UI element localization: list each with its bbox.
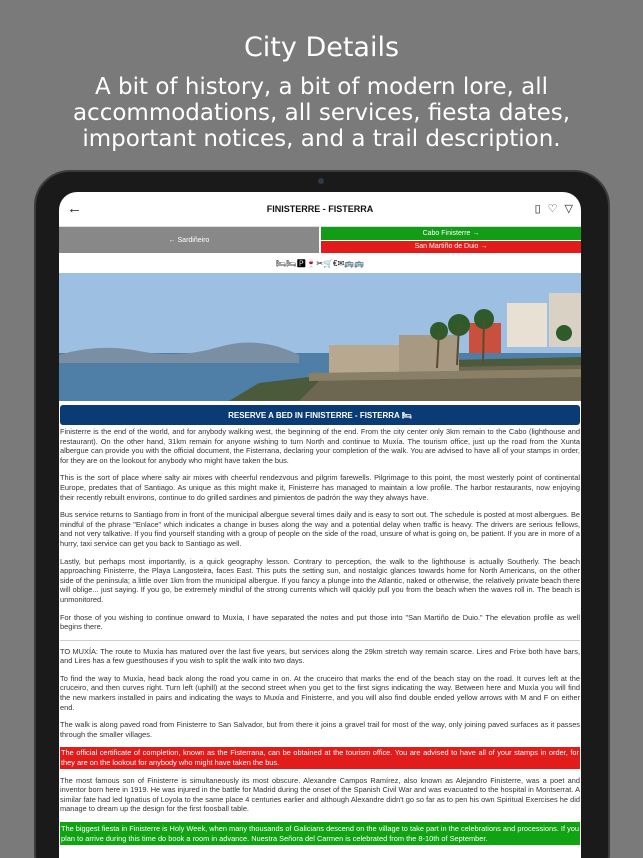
promo-subtitle: A bit of history, a bit of modern lore, all accommodations, all services, fiesta dates, important notices, and a trail description. [72,74,571,152]
description-paragraph: Finisterre is the end of the world, and for anybody walking west, the beginning of the end. From the city center only 3km remain to the Cabo (lighthouse and restaurant). On the other hand, 31km remain for anyone wishing to turn North and continue to Muxía. The tourism office, just up the road from the Xunta albergue can provide you with the official document, the Fisterrana, declaring your completion of the walk. You are advised to have all of your stamps in order, for they are on the lookout for anybody who might have taken the bus. [60,427,580,465]
description-paragraph: For those of you wishing to continue onward to Muxía, I have separated the notes and put those into "San Martiño de Duio." The elevation profile as well begins there. [60,612,580,632]
service-icons-row: 🛏🛏🅿🍷✂🛒€✉🚌🚌 [275,258,365,268]
description-paragraph: Bus service returns to Santiago from in front of the municipal albergue several times daily and is easy to sort out. The schedule is posted at most albergues. Be mindful of the phrase "Enlace" which indicates a change in buses along the way and a potential delay when traffic is heavy. The drivers are serious fellows, and not very talkative. If you find yourself standing with a group of people on the side of the road, unsure of what is going on, be patient. If you are in more of a hurry, taxi service can get you back to Santiago as well. [60,510,580,548]
nav-actions [535,202,573,215]
certificate-notice: The official certificate of completion, known as the Fisterrana, can be obtained at the tourism office. You are advised to have all of your stamps in order, for they are on the lookout for anybody who might have taken the bus. [61,748,579,768]
camera-dot [318,178,324,184]
previous-stop-button[interactable]: ← Sardiñeiro [59,227,319,253]
famous-son-paragraph: The most famous son of Finisterre is simultaneously its most obscure. Alexandre Campos Ramírez, also known as Alejandro Finisterre, was a poet and inventor born here in 1919. He was injured in the battle for Madrid during the onset of the Spanish Civil War and was evacuated to the hospital in Montserrat. A similar fate had led Ignatius of Loyola to the same place 4 centuries earlier and although Alexandre didn't go so far as to pen his own Spiritual Exercises he did manage to dream up the design for the first foosball table. [60,775,580,814]
next-stop-primary-button[interactable]: Cabo Finisterre → [321,227,581,240]
fiesta-notice: The biggest fiesta in Finisterre is Holy Week, when many thousands of Galicians descend on the village to take part in the celebrations and processions. If you plan to arrive during this time do book a room in advance. Nuestra Señora del Carmen is celebrated from the 8-10th of September. [60,822,580,845]
nav-bar [59,192,581,227]
city-title: FINISTERRE - FISTERRA [266,204,374,214]
route-navigation [59,227,581,253]
next-stops [321,227,581,253]
city-photo-illustration [59,273,581,401]
muxia-paragraph: TO MUXÍA: The route to Muxía has matured over the last five years, but services along the 29km stretch way remain scarce. Lires and Frixe both have bars, and Lires has a few guesthouses if you wish to split the walk into two days. [60,646,580,666]
muxia-paragraph: The walk is along paved road from Finisterre to San Salvador, but from there it joins a gravel trail for most of the way, only joining paved surfaces as it passes through the smaller villages. [60,720,580,739]
description-paragraph: This is the sort of place where salty air mixes with cheerful rendezvous and pilgrim farewells. Pilgrimage to this point, the most westerly point of continental Europe, predates that of Santiago. As unique as this might make it, Finisterre has managed to maintain a low profile. The harbor restaurants, now enjoying their recently rebuilt environs, continue to do grilled sardines and pimientos de padrón the way they always have. [60,473,580,502]
map-icon[interactable]: ▯ [534,203,541,215]
city-photo [59,273,581,401]
city-description [59,425,581,845]
filter-icon[interactable]: ▽ [564,203,573,215]
heart-icon[interactable]: ♡ [547,203,558,215]
description-paragraph: Lastly, but perhaps most importantly, is a quick geography lesson. Contrary to perception, the walk to the lighthouse is actually Southerly. The beach approaching Finisterre, the Playa Langosteira, faces East. This puts the setting sun, and nostalgic glances towards home for North Americans, on the other side of the peninsula; a little over 1km from the municipal albergue. If you fancy a plunge into the Atlantic, naked or otherwise, the relatively private beach there will oblige... just saying. If you go, be extremely mindful of the strong currents which will quickly pull you from the beach when the waves roll in. The beach is unmonitored. [60,556,580,604]
muxia-paragraph: To find the way to Muxía, head back along the road you came in on. At the cruceiro that marks the end of the beach stay on the road. It curves left at the cruceiro, and then curves right. Turn left (uphill) at the second street when you get to the first signs indicating the way. Between here and Muxía you will find the new markers installed in pairs and indicating the ways to Muxía and Finisterre, and you will also find double ended yellow arrows with M and F on either end. [60,673,580,712]
back-arrow-icon[interactable]: ← [67,200,82,217]
reserve-bed-button[interactable]: RESERVE A BED IN FINISTERRE - FISTERRA 🛏 [60,405,580,425]
divider [60,640,580,641]
next-stop-secondary-button[interactable]: San Martiño de Duio → [321,241,581,254]
promo-title: City Details [243,32,400,63]
app-screen [59,192,581,858]
